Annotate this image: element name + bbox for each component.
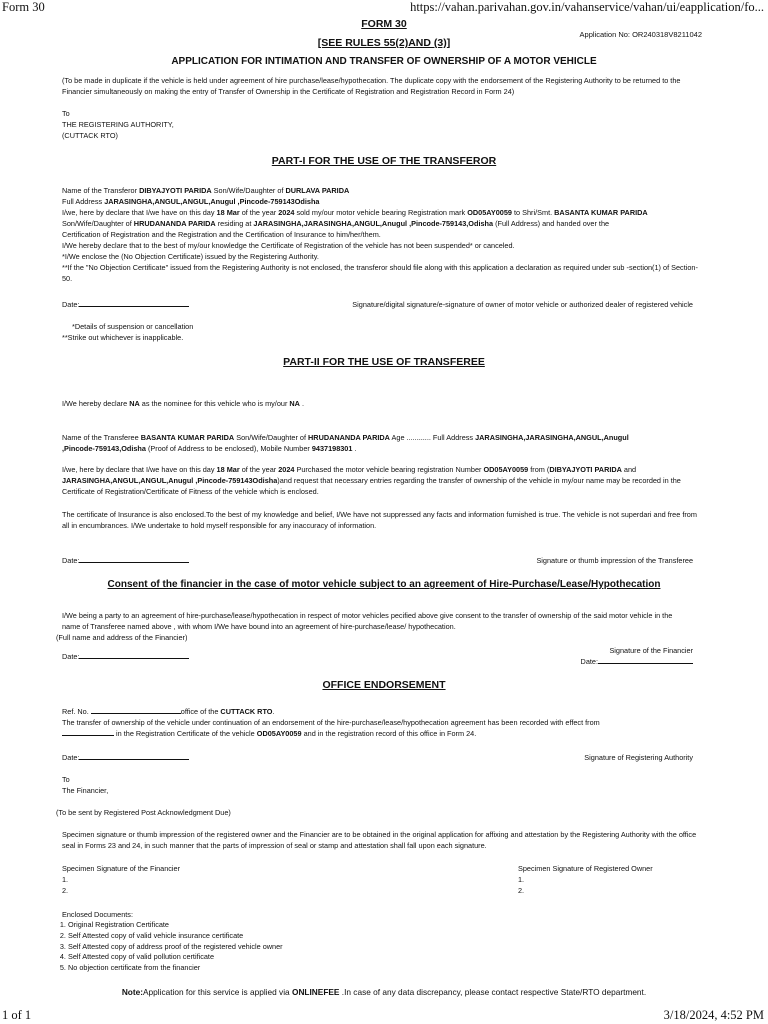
enclosed-list — [48, 920, 283, 974]
form-intro: (To be made in duplicate if the vehicle is held under agreement of hire purchase/lease/hypothecation. The duplicate copy with the endorsement of the Registering Authority to be returned to the Financier simultaneously on making the entry of Transfer of Ownership in the Certificate of Registration and Registration Record in Form 24) — [62, 76, 681, 96]
transferor-line: Name of the Transferor DIBYAJYOTI PARIDA Son/Wife/Daughter of DURLAVA PARIDA — [62, 186, 350, 195]
authority-rto: (CUTTACK RTO) — [62, 131, 118, 140]
form-number: FORM 30 — [361, 18, 407, 30]
financier-date-left: Date: — [62, 651, 189, 662]
office-endorsement-text: The transfer of ownership of the vehicle under continuation of an endorsement of the hire-purchase/lease/hypothecation agreement has been recorded with effect from in the Registration Certificate of the vehicle OD05AY0059 and in the registration record of this office in Form 24. — [62, 718, 600, 738]
transferor-name: DIBYAJYOTI PARIDA — [139, 186, 212, 195]
transferor-parent: DURLAVA PARIDA — [285, 186, 350, 195]
financier-heading: Consent of the financier in the case of motor vehicle subject to an agreement of Hire-Purchase/Lease/Hypothecation — [107, 579, 661, 590]
print-datetime: 3/18/2024, 4:52 PM — [663, 1008, 764, 1022]
part2-date: Date: — [62, 555, 189, 566]
print-page-number: 1 of 1 — [2, 1008, 32, 1022]
financier-name-line: (Full name and address of the Financier) — [56, 633, 188, 642]
nominee-name: NA — [129, 399, 140, 408]
enclosed-item: 1. Original Registration Certificate — [68, 920, 283, 931]
certificate-line: Certification of Registration and the Registration and the Certification of Insurance to him/her/them. — [62, 230, 381, 239]
part1-signature: Signature/digital signature/e-signature of owner of motor vehicle or authorized dealer of registered vehicle — [352, 300, 693, 309]
financier-consent: I/We being a party to an agreement of hire-purchase/lease/hypothecation in respect of motor vehicles pecified above give consent to the transfer of ownership of the said motor vehicle in the name of Transferee named above , with whom I/We have bound into an agreement of hire-purchase/lease/ hypothecation. — [62, 611, 673, 631]
part1-date: Date: — [62, 299, 189, 310]
transferor-address-line: Full Address JARASINGHA,ANGUL,ANGUL,Anugul ,Pincode-759143Odisha — [62, 197, 320, 206]
print-page-title: Form 30 — [2, 0, 45, 14]
nominee-line: I/We hereby declare NA as the nominee for this vehicle who is my/our NA . — [62, 399, 305, 408]
specimen-note: Specimen signature or thumb impression of the registered owner and the Financier are to be obtained in the original application for affixing and attestation by the Registering Authority with the office seal in Forms 23 and 24, in such manner that the parts of impression of seal or stamp and attestation shall fall upon each signature. — [62, 830, 697, 850]
authority-signature: Signature of Registering Authority — [584, 753, 693, 762]
transferee-details: Name of the Transferee BASANTA KUMAR PARIDA Son/Wife/Daughter of HRUDANANDA PARIDA Age ............ Full Address JARASINGHA,JARASINGHA,ANGUL,Anugul ,Pincode-759143,Odisha (Proof of Address to be enclosed), Mobile Number 9437198301 . — [62, 433, 629, 453]
enclosed-item: 3. Self Attested copy of address proof of the registered vehicle owner — [68, 942, 283, 953]
financier-signature: Signature of the Financier — [609, 646, 693, 655]
part2-signature: Signature or thumb impression of the Transferee — [536, 556, 693, 565]
part2-heading: PART-II FOR THE USE OF TRANSFEREE — [283, 356, 485, 368]
ref-line: Ref. No. office of the CUTTACK RTO. — [62, 707, 275, 716]
print-page-url: https://vahan.parivahan.gov.in/vahanservice/vahan/ui/eapplication/fo... — [410, 0, 764, 14]
form-rules: [SEE RULES 55(2)AND (3)] — [317, 37, 451, 49]
financier-address: To The Financier, — [62, 775, 109, 795]
enclosed-item: 5. No objection certificate from the financier — [68, 963, 283, 974]
enclosed-item: 2. Self Attested copy of valid vehicle insurance certificate — [68, 931, 283, 942]
registration-mark: OD05AY0059 — [467, 208, 512, 217]
strike-note: **Strike out whichever is inapplicable. — [62, 333, 184, 342]
application-number: Application No: OR240318V8211042 — [579, 30, 702, 39]
insurance-declaration: The certificate of Insurance is also enclosed.To the best of my knowledge and belief, I/We have not suppressed any facts and information furnished is true. The vehicle is not superdari and free from all in encumbrances. I/We undertake to hold myself responsible for any inaccuracy of information. — [62, 510, 697, 530]
footer-note: Note:Application for this service is applied via ONLINEFEE .In case of any data discrepancy, please contact respective State/RTO department. — [121, 987, 647, 997]
authority-name: THE REGISTERING AUTHORITY, — [62, 120, 174, 129]
address-block — [62, 108, 174, 141]
specimen-financier: Specimen Signature of the Financier 1. 2. — [62, 864, 181, 895]
mobile-number: 9437198301 — [311, 444, 353, 453]
enclosed-title: Enclosed Documents: — [62, 910, 133, 919]
enclosed-item: 4. Self Attested copy of valid pollution certificate — [68, 952, 283, 963]
office-date: Date: — [62, 752, 189, 763]
specimen-owner: Specimen Signature of Registered Owner 1. 2. — [518, 864, 653, 895]
to-label: To — [62, 109, 70, 118]
not-suspended-line: I/We hereby declare that to the best of my/our knowledge the Certificate of Registration of the vehicle has not been suspended* or canceled. — [62, 241, 515, 250]
nominee-relation: NA — [289, 399, 300, 408]
office-heading: OFFICE ENDORSEMENT — [322, 679, 446, 691]
noc-line: *I/We enclose the (No Objection Certificate) issued by the Registering Authority. — [62, 252, 319, 261]
transferor-address: JARASINGHA,ANGUL,ANGUL,Anugul ,Pincode-759143Odisha — [104, 197, 320, 206]
post-note: (To be sent by Registered Post Acknowledgment Due) — [56, 808, 231, 817]
part1-heading: PART-I FOR THE USE OF THE TRANSFEROR — [271, 155, 497, 167]
form-title: APPLICATION FOR INTIMATION AND TRANSFER OF OWNERSHIP OF A MOTOR VEHICLE — [171, 56, 597, 67]
noc-note-line: **If the "No Objection Certificate" issued from the Registering Authority is not enclosed, the transferor should file along with this application a declaration as required under sub -section(1) of Section-50. — [62, 263, 698, 283]
sale-declaration: I/we, here by declare that I/we have on this day 18 Mar of the year 2024 sold my/our motor vehicle bearing Registration mark OD05AY0059 to Shri/Smt. BASANTA KUMAR PARIDA Son/Wife/Daughter of HRUDANANDA PARIDA residing at JARASINGHA,JARASINGHA,ANGUL,Anugul ,Pincode-759143,Odisha (Full Address) and handed over the — [62, 208, 648, 228]
part1-body — [62, 185, 707, 284]
suspension-note: *Details of suspension or cancellation — [72, 322, 194, 331]
purchase-declaration: I/we, here by declare that I/we have on this day 18 Mar of the year 2024 Purchased the motor vehicle bearing registration Number OD05AY0059 from (DIBYAJYOTI PARIDA and JARASINGHA,ANGUL,ANGUL,Anugul ,Pincode-759143Odisha)and request that necessary entries regarding the transfer of ownership of the vehicle in my/our name may be recorded in the Certificate of Registration/Certificate of Fitness of the vehicle which is enclosed. — [62, 465, 681, 496]
financier-date-right: Date: — [581, 656, 693, 667]
transferee-name: BASANTA KUMAR PARIDA — [554, 208, 648, 217]
